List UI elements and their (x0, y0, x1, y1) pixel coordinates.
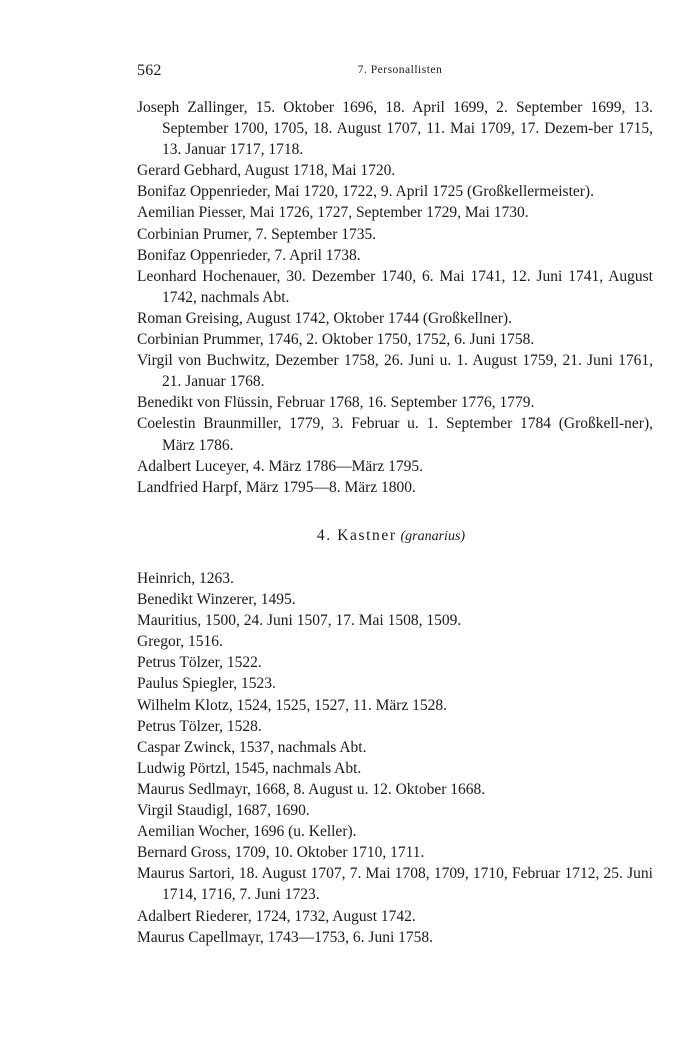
list-item: Joseph Zallinger, 15. Oktober 1696, 18. April 1699, 2. September 1699, 13. September 1700, 1705, 18. August 1707, 11. Mai 1709, 17. Dezem-ber 1715, 13. Januar 1717, 1718. (137, 99, 653, 159)
list-item: Virgil von Buchwitz, Dezember 1758, 26. Juni u. 1. August 1759, 21. Juni 1761, 21. Januar 1768. (137, 352, 653, 391)
office-holder-list (137, 97, 653, 498)
section-heading (0, 527, 700, 545)
list-item: Petrus Tölzer, 1528. (137, 717, 262, 735)
list-item: Landfried Harpf, März 1795—8. März 1800. (137, 478, 416, 496)
list-item: Maurus Capellmayr, 1743—1753, 6. Juni 1758. (137, 928, 434, 946)
list-item: Aemilian Wocher, 1696 (u. Keller). (137, 823, 357, 841)
list-item: Gerard Gebhard, August 1718, Mai 1720. (137, 162, 396, 180)
list-item: Gregor, 1516. (137, 633, 223, 651)
list-item: Coelestin Braunmiller, 1779, 3. Februar u. 1. September 1784 (Großkell-ner), März 1786. (137, 415, 653, 454)
list-item: Leonhard Hochenauer, 30. Dezember 1740, 6. Mai 1741, 12. Juni 1741, August 1742, nachmals Abt. (137, 267, 653, 306)
list-item: Adalbert Luceyer, 4. März 1786—März 1795. (137, 457, 424, 475)
section-heading-latin: (granarius) (400, 529, 466, 544)
list-item: Benedikt Winzerer, 1495. (137, 591, 296, 609)
list-item: Mauritius, 1500, 24. Juni 1507, 17. Mai 1508, 1509. (137, 612, 462, 630)
list-item: Bonifaz Oppenrieder, 7. April 1738. (137, 246, 361, 264)
list-item: Corbinian Prumer, 7. September 1735. (137, 225, 377, 243)
list-item: Maurus Sedlmayr, 1668, 8. August u. 12. Oktober 1668. (137, 780, 486, 798)
list-item: Paulus Spiegler, 1523. (137, 675, 276, 693)
section-heading-title: 4. Kastner (316, 527, 397, 544)
list-item: Benedikt von Flüssin, Februar 1768, 16. September 1776, 1779. (137, 394, 535, 412)
list-item: Ludwig Pörtzl, 1545, nachmals Abt. (137, 759, 362, 777)
list-item: Bonifaz Oppenrieder, Mai 1720, 1722, 9. April 1725 (Großkellermeister). (137, 183, 594, 201)
list-item: Heinrich, 1263. (137, 570, 234, 587)
list-item: Corbinian Prummer, 1746, 2. Oktober 1750, 1752, 6. Juni 1758. (137, 331, 535, 349)
list-item: Aemilian Piesser, Mai 1726, 1727, September 1729, Mai 1730. (137, 204, 529, 222)
kastner-list (137, 568, 653, 948)
list-item: Caspar Zwinck, 1537, nachmals Abt. (137, 738, 367, 756)
page-number: 562 (137, 62, 162, 79)
list-item: Adalbert Riederer, 1724, 1732, August 1742. (137, 907, 416, 925)
list-item: Petrus Tölzer, 1522. (137, 654, 262, 672)
list-item: Roman Greising, August 1742, Oktober 1744 (Großkellner). (137, 309, 512, 327)
list-item: Bernard Gross, 1709, 10. Oktober 1710, 1711. (137, 844, 425, 862)
list-item: Maurus Sartori, 18. August 1707, 7. Mai 1708, 1709, 1710, Februar 1712, 25. Juni 1714, 1716, 7. Juni 1723. (137, 865, 653, 904)
running-head: 7. Personallisten (357, 64, 443, 76)
list-item: Virgil Staudigl, 1687, 1690. (137, 802, 310, 820)
list-item: Wilhelm Klotz, 1524, 1525, 1527, 11. März 1528. (137, 696, 448, 714)
